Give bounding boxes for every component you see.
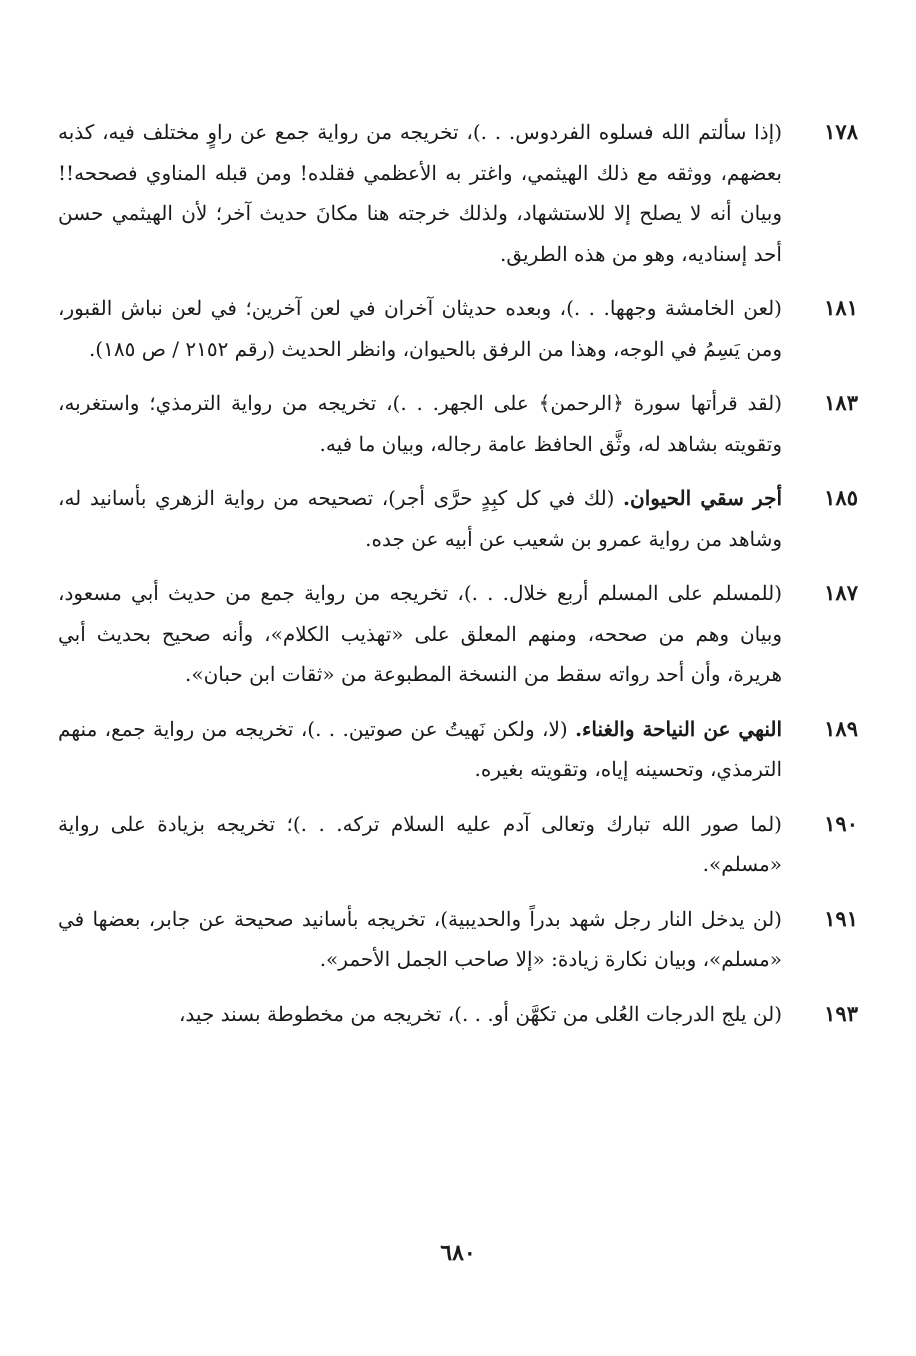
entry-178	[58, 112, 858, 274]
entry-183	[58, 383, 858, 464]
entry-number: ١٨٣	[824, 390, 858, 415]
entry-body: (لما صور الله تبارك وتعالى آدم عليه السلام تركه. . .)؛ تخريجه بزيادة على رواية «مسلم».	[58, 811, 782, 876]
entry-text	[58, 994, 798, 1035]
entry-body: (لك في كل كبِدٍ حرَّى أجر)، تصحيحه من رواية الزهري بأسانيد له، وشاهد من رواية عمرو بن شعيب عن أبيه عن جده.	[58, 486, 782, 551]
entry-body: (للمسلم على المسلم أربع خلال. . .)، تخريجه من رواية جمع من حديث أبي مسعود، وبيان وهم من صححه، ومنهم المعلق على «تهذيب الكلام»، وأنه صحيح بحديث أبي هريرة، وأن أحد رواته سقط من النسخة المطبوعة من «ثقات ابن حبان».	[58, 581, 782, 686]
entry-heading: أجر سقي الحيوان.	[623, 486, 783, 510]
entry-text	[58, 112, 798, 274]
entry-list	[58, 112, 858, 1048]
entry-number: ١٨٥	[824, 485, 858, 510]
entry-number: ١٨٩	[824, 715, 858, 741]
entry-body: (لقد قرأتها سورة ﴿الرحمن﴾ على الجهر. . .)، تخريجه من رواية الترمذي؛ واستغربه، وتقويته بشاهد له، وثَّق الحافظ عامة رجاله، وبيان ما فيه.	[58, 391, 782, 456]
entry-text	[58, 383, 798, 464]
entry-190	[58, 804, 858, 885]
entry-heading: النهي عن النياحة والغناء.	[575, 716, 783, 741]
entry-number: ١٨٧	[824, 580, 858, 605]
entry-text	[58, 899, 798, 980]
entry-number: ١٨١	[824, 295, 858, 320]
entry-189	[58, 709, 858, 790]
entry-text	[58, 804, 798, 885]
entry-number: ١٩٣	[824, 1000, 858, 1026]
entry-number: ١٩١	[824, 905, 858, 931]
entry-text	[58, 709, 798, 790]
entry-number: ١٧٨	[824, 119, 858, 144]
entry-text	[58, 573, 798, 695]
entry-body: (لعن الخامشة وجهها. . .)، وبعده حديثان آخران في لعن آخرين؛ في لعن نباش القبور، ومن يَسِمُ في الوجه، وهذا من الرفق بالحيوان، وانظر الحديث (رقم ٢١٥٢ / ص ١٨٥).	[58, 296, 782, 361]
entry-body: (إذا سألتم الله فسلوه الفردوس. . .)، تخريجه من رواية جمع عن راوٍ مختلف فيه، كذبه بعضهم، ووثقه مع ذلك الهيثمي، واغتر به الأعظمي فقلده! ومن قبله المناوي فصححه!! وبيان أنه لا يصلح إلا للاستشهاد، ولذلك خرجته هنا مكانَ حديث آخر؛ لأن الهيثمي حسن أحد إسناديه، وهو من هذه الطريق.	[58, 120, 782, 266]
entry-body: (لن يلج الدرجات العُلى من تكهَّن أو. . .)، تخريجه من مخطوطة بسند جيد،	[178, 1001, 782, 1026]
page-number: ٦٨٠	[440, 1240, 476, 1266]
entry-191	[58, 899, 858, 980]
entry-text	[58, 478, 798, 559]
entry-text	[58, 288, 798, 369]
entry-193	[58, 994, 858, 1035]
entry-185	[58, 478, 858, 559]
entry-body: (لن يدخل النار رجل شهد بدراً والحديبية)، تخريجه بأسانيد صحيحة عن جابر، بعضها في «مسلم»، وبيان نكارة زيادة: «إلا صاحب الجمل الأحمر».	[58, 906, 782, 971]
entry-number: ١٩٠	[824, 810, 858, 836]
entry-187	[58, 573, 858, 695]
entry-181	[58, 288, 858, 369]
entry-body: (لا، ولكن نَهيتُ عن صوتين. . .)، تخريجه من رواية جمع، منهم الترمذي، وتحسينه إياه، وتقويته بغيره.	[58, 716, 782, 781]
